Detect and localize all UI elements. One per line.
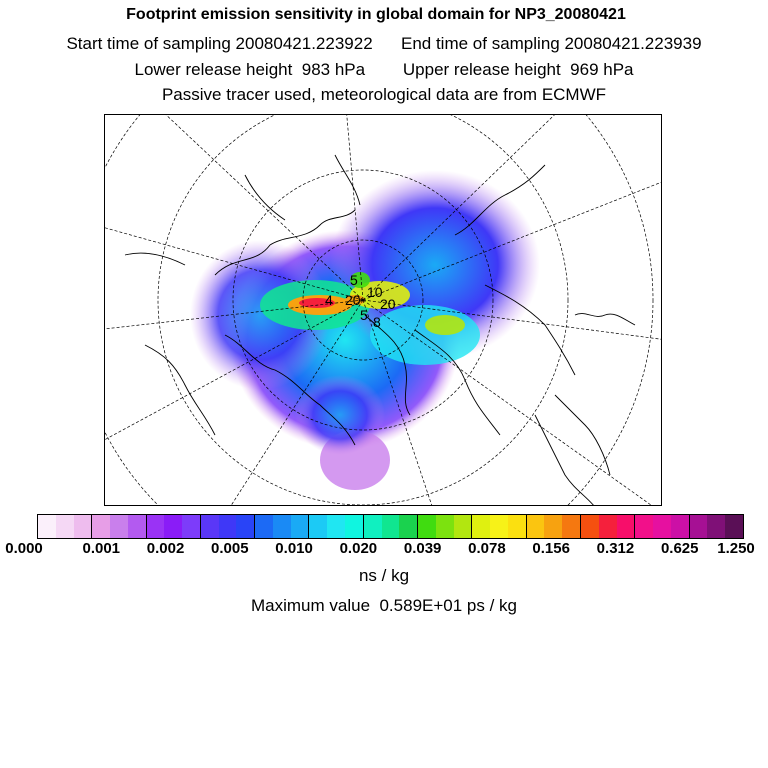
- colorbar-segment: [653, 515, 671, 538]
- colorbar-segment: [363, 515, 382, 538]
- tracer-info: Passive tracer used, meteorological data are from ECMWF: [161, 85, 607, 104]
- colorbar-segment: [399, 515, 417, 538]
- colorbar-tick-label: 0.010: [275, 540, 313, 557]
- colorbar-ticks: [0, 540, 768, 560]
- plot-title: Footprint emission sensitivity in global domain for NP3_20080421: [126, 6, 626, 23]
- colorbar-segment: [599, 515, 617, 538]
- colorbar-tick-label: 0.001: [82, 540, 121, 557]
- colorbar-segment: [671, 515, 689, 538]
- colorbar-segment: [110, 515, 128, 538]
- colorbar-segment: [707, 515, 725, 538]
- colorbar-segment: [345, 515, 363, 538]
- polar-footprint-map: [104, 114, 662, 506]
- contour-label: 8: [373, 314, 381, 330]
- colorbar-segment: [580, 515, 599, 538]
- colorbar-segment: [327, 515, 345, 538]
- contour-label: 20: [345, 292, 361, 308]
- colorbar-tick-label: 0.156: [532, 540, 570, 557]
- colorbar-tick-label: 0.312: [596, 540, 635, 557]
- contour-label: 5: [350, 272, 358, 288]
- colorbar-segment: [200, 515, 219, 538]
- colorbar-segment: [617, 515, 635, 538]
- colorbar-segment: [634, 515, 653, 538]
- colorbar-segment: [236, 515, 254, 538]
- contour-label: 5: [360, 307, 368, 323]
- colorbar-segment: [182, 515, 200, 538]
- colorbar-tick-label: 0.002: [146, 540, 185, 557]
- release-heights: Lower release height 983 hPa Upper release height 969 hPa: [134, 60, 634, 79]
- contour-label: 20: [380, 296, 396, 312]
- colorbar-segment: [471, 515, 490, 538]
- maximum-value: Maximum value 0.589E+01 ps / kg: [251, 596, 517, 615]
- colorbar-segment: [417, 515, 436, 538]
- colorbar-segment: [562, 515, 580, 538]
- colorbar-tick-label: 1.250: [717, 540, 755, 557]
- colorbar-units: ns / kg: [358, 566, 410, 585]
- colorbar-segment: [544, 515, 562, 538]
- colorbar-segment: [219, 515, 237, 538]
- colorbar-segment: [56, 515, 74, 538]
- sampling-times: Start time of sampling 20080421.223922 End time of sampling 20080421.223939: [66, 34, 702, 53]
- colorbar-segment: [382, 515, 400, 538]
- colorbar-tick-label: 0.078: [468, 540, 506, 557]
- colorbar-segment: [128, 515, 146, 538]
- colorbar-segment: [725, 515, 743, 538]
- colorbar-tick-label: 0.000: [5, 540, 43, 557]
- colorbar-segment: [38, 515, 56, 538]
- colorbar-segment: [91, 515, 110, 538]
- colorbar-segment: [436, 515, 454, 538]
- sensitivity-field: [190, 170, 540, 490]
- map-canvas: [105, 115, 662, 506]
- contour-label: 10: [367, 284, 383, 300]
- colorbar-segment: [146, 515, 165, 538]
- colorbar-segment: [273, 515, 291, 538]
- colorbar: [37, 514, 744, 539]
- colorbar-segment: [164, 515, 182, 538]
- colorbar-segment: [508, 515, 526, 538]
- colorbar-segment: [74, 515, 92, 538]
- colorbar-segment: [291, 515, 309, 538]
- colorbar-segment: [254, 515, 273, 538]
- colorbar-segment: [490, 515, 508, 538]
- colorbar-segment: [689, 515, 708, 538]
- colorbar-segment: [526, 515, 545, 538]
- colorbar-tick-label: 0.020: [339, 540, 378, 557]
- colorbar-tick-label: 0.625: [660, 540, 699, 557]
- colorbar-tick-label: 0.039: [403, 540, 442, 557]
- colorbar-segment: [308, 515, 327, 538]
- colorbar-tick-label: 0.005: [211, 540, 249, 557]
- contour-label: 4: [325, 292, 333, 308]
- colorbar-segment: [454, 515, 472, 538]
